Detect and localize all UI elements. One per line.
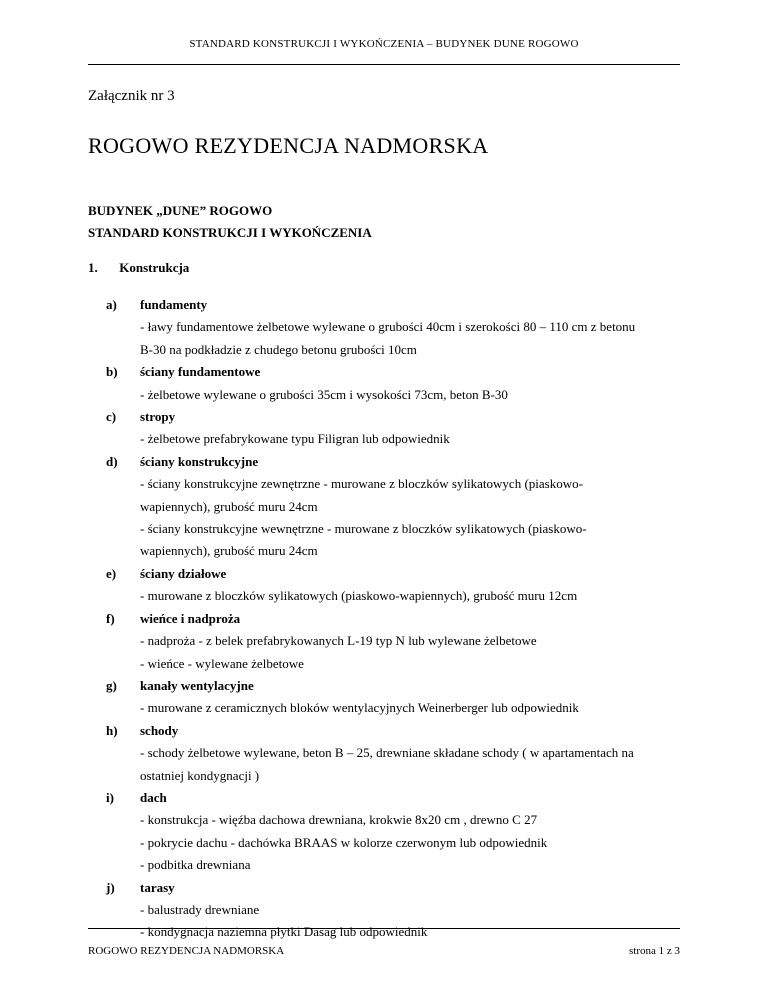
annex-label: Załącznik nr 3 — [88, 88, 175, 104]
subtitle-line-1: BUDYNEK „DUNE” ROGOWO — [88, 203, 273, 218]
item-title: ściany fundamentowe — [140, 364, 261, 380]
item-letter: i) — [106, 789, 114, 805]
item-text-line: - podbitka drewniana — [140, 857, 251, 873]
list-item — [106, 406, 706, 451]
document-subtitle — [88, 200, 372, 244]
item-title: kanały wentylacyjne — [140, 677, 254, 693]
item-letter: c) — [106, 409, 117, 425]
item-text-line: - wieńce - wylewane żelbetowe — [140, 655, 304, 671]
item-text-line: - murowane z ceramicznych bloków wentylacyjnych Weinerberger lub odpowiednik — [140, 700, 579, 716]
section-title: Konstrukcja — [119, 260, 190, 275]
header-text: STANDARD KONSTRUKCJI I WYKOŃCZENIA – BUDYNEK DUNE ROGOWO — [189, 38, 579, 50]
list-item — [106, 563, 706, 608]
item-letter: g) — [106, 677, 117, 693]
page-number: strona 1 z 3 — [628, 945, 680, 957]
item-text-line: wapiennych), grubość muru 24cm — [140, 543, 318, 559]
list-item — [106, 361, 706, 406]
item-text-line: - murowane z bloczków sylikatowych (piaskowo-wapiennych), grubość muru 12cm — [140, 588, 578, 604]
item-title: tarasy — [140, 879, 175, 895]
item-text-line: - balustrady drewniane — [140, 901, 260, 917]
item-text-line: - kondygnacja naziemna płytki Dasag lub odpowiednik — [140, 924, 428, 940]
section-heading — [88, 260, 189, 276]
subtitle-line-2: STANDARD KONSTRUKCJI I WYKOŃCZENIA — [88, 225, 372, 240]
item-text-line: - nadproża - z belek prefabrykowanych L-19 typ N lub wylewane żelbetowe — [140, 633, 537, 649]
item-text-line: - żelbetowe prefabrykowane typu Filigran lub odpowiednik — [140, 431, 450, 447]
item-title: schody — [140, 722, 179, 738]
item-title: wieńce i nadproża — [140, 610, 241, 626]
item-text-line: ostatniej kondygnacji ) — [140, 767, 260, 783]
section-number: 1. — [88, 260, 98, 275]
footer-title: ROGOWO REZYDENCJA NADMORSKA — [88, 945, 285, 957]
item-text-line: - ściany konstrukcyjne wewnętrzne - murowane z bloczków sylikatowych (piaskowo- — [140, 521, 587, 537]
item-title: stropy — [140, 409, 176, 425]
item-letter: e) — [106, 565, 117, 581]
item-text-line: - ławy fundamentowe żelbetowe wylewane o grubości 40cm i szerokości 80 – 110 cm z betonu — [140, 319, 636, 335]
item-text-line: - schody żelbetowe wylewane, beton B – 25, drewniane składane schody ( w apartamentach na — [140, 745, 634, 761]
item-text-line: - ściany konstrukcyjne zewnętrzne - murowane z bloczków sylikatowych (piaskowo- — [140, 476, 583, 492]
construction-items-list — [106, 294, 706, 944]
item-title: dach — [140, 789, 167, 805]
page-header — [88, 38, 680, 65]
item-text-line: B-30 na podkładzie z chudego betonu grubości 10cm — [140, 341, 417, 357]
list-item — [106, 608, 706, 675]
item-letter: b) — [106, 364, 118, 380]
page-title: ROGOWO REZYDENCJA NADMORSKA — [88, 133, 489, 158]
item-letter: h) — [106, 722, 118, 738]
item-letter: f) — [106, 610, 115, 626]
page-footer — [88, 928, 680, 957]
list-item — [106, 294, 706, 361]
item-letter: a) — [106, 297, 117, 312]
item-text-line: - pokrycie dachu - dachówka BRAAS w kolorze czerwonym lub odpowiednik — [140, 834, 548, 850]
item-title: ściany działowe — [140, 565, 227, 581]
item-title: ściany konstrukcyjne — [140, 453, 259, 469]
list-item — [106, 451, 706, 563]
item-text-line: - żelbetowe wylewane o grubości 35cm i wysokości 73cm, beton B-30 — [140, 386, 508, 402]
list-item — [106, 675, 706, 720]
item-text-line: - konstrukcja - więźba dachowa drewniana, krokwie 8x20 cm , drewno C 27 — [140, 812, 538, 828]
item-letter: d) — [106, 453, 118, 469]
list-item — [106, 787, 706, 877]
item-title: fundamenty — [140, 297, 208, 312]
item-letter: j) — [106, 879, 115, 895]
list-item — [106, 720, 706, 787]
item-text-line: wapiennych), grubość muru 24cm — [140, 498, 318, 514]
